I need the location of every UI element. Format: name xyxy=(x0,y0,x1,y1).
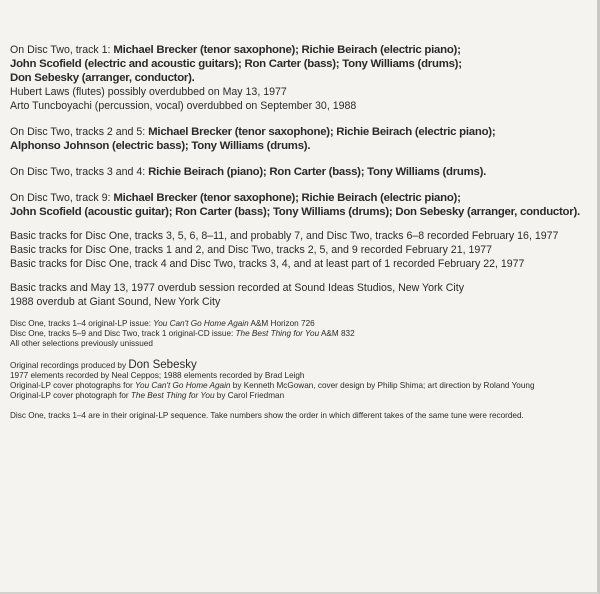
credit-prefix: On Disc Two, track 9: xyxy=(10,192,114,204)
sequence-note: Disc One, tracks 1–4 are in their original-LP sequence. Take numbers show the order in which different takes of the same tune were recorded. xyxy=(10,411,524,421)
credit-block-disc2-tracks-2-5 xyxy=(10,125,595,153)
album-title: The Best Thing for You xyxy=(235,329,320,339)
credit-block-disc2-track9 xyxy=(10,191,595,219)
location-line: Basic tracks and May 13, 1977 overdub session recorded at Sound Ideas Studios, New York City xyxy=(10,282,465,294)
issue-info xyxy=(10,319,595,350)
personnel-line: Michael Brecker (tenor saxophone); Richie Beirach (electric piano); xyxy=(113,44,461,56)
personnel-line: John Scofield (acoustic guitar); Ron Carter (bass); Tony Williams (drums); Don Sebesky (arranger, conductor). xyxy=(10,206,580,218)
issue-line: Disc One, tracks 1–4 original-LP issue: You Can't Go Home Again A&M Horizon 726 xyxy=(10,319,315,328)
credits-content xyxy=(10,43,595,422)
cover-credit-line: Original-LP cover photograph for The Best Thing for You by Carol Friedman xyxy=(10,391,285,401)
recording-dates xyxy=(10,229,595,271)
recording-date-line: Basic tracks for Disc One, track 4 and Disc Two, tracks 3, 4, and at least part of 1 recorded February 22, 1977 xyxy=(10,258,525,270)
location-line: 1988 overdub at Giant Sound, New York City xyxy=(10,296,221,308)
album-title: You Can't Go Home Again xyxy=(135,381,231,391)
album-title: The Best Thing for You xyxy=(130,391,215,401)
production-credits xyxy=(10,360,595,402)
personnel-line: Don Sebesky (arranger, conductor). xyxy=(10,72,195,84)
credit-prefix: On Disc Two, tracks 3 and 4: xyxy=(10,166,149,178)
credit-prefix: On Disc Two, tracks 2 and 5: xyxy=(10,126,149,138)
overdub-note: Arto Tuncboyachi (percussion, vocal) overdubbed on September 30, 1988 xyxy=(10,100,357,112)
personnel-line: Alphonso Johnson (electric bass); Tony Williams (drums). xyxy=(10,140,311,152)
recording-locations xyxy=(10,281,595,309)
personnel-line: Michael Brecker (tenor saxophone); Richie Beirach (electric piano); xyxy=(113,192,461,204)
producer-line: Original recordings produced by Don Sebesky xyxy=(10,358,197,371)
personnel-line: Michael Brecker (tenor saxophone); Richie Beirach (electric piano); xyxy=(148,126,496,138)
recording-date-line: Basic tracks for Disc One, tracks 3, 5, 6, 8–11, and probably 7, and Disc Two, tracks 6–8 recorded February 16, 1977 xyxy=(10,230,559,242)
recording-date-line: Basic tracks for Disc One, tracks 1 and 2, and Disc Two, tracks 2, 5, and 9 recorded February 21, 1977 xyxy=(10,244,493,256)
overdub-note: Hubert Laws (flutes) possibly overdubbed on May 13, 1977 xyxy=(10,86,287,98)
issue-line: All other selections previously unissued xyxy=(10,339,153,349)
credit-block-disc2-tracks-3-4 xyxy=(10,165,595,179)
credit-block-disc2-track1 xyxy=(10,43,595,113)
engineer-line: 1977 elements recorded by Neal Ceppos; 1988 elements recorded by Brad Leigh xyxy=(10,370,305,380)
personnel-line: John Scofield (electric and acoustic guitars); Ron Carter (bass); Tony Williams (drums); xyxy=(10,58,462,70)
cover-credit-line: Original-LP cover photographs for You Can't Go Home Again by Kenneth McGowan, cover design by Philip Shima; art direction by Roland Young xyxy=(10,381,535,391)
issue-line: Disc One, tracks 5–9 and Disc Two, track 1 original-CD issue: The Best Thing for You A&M 832 xyxy=(10,329,355,339)
album-title: You Can't Go Home Again xyxy=(153,319,249,328)
credit-prefix: On Disc Two, track 1: xyxy=(10,44,114,56)
producer-name: Don Sebesky xyxy=(128,358,197,371)
personnel-line: Richie Beirach (piano); Ron Carter (bass); Tony Williams (drums). xyxy=(148,166,487,178)
